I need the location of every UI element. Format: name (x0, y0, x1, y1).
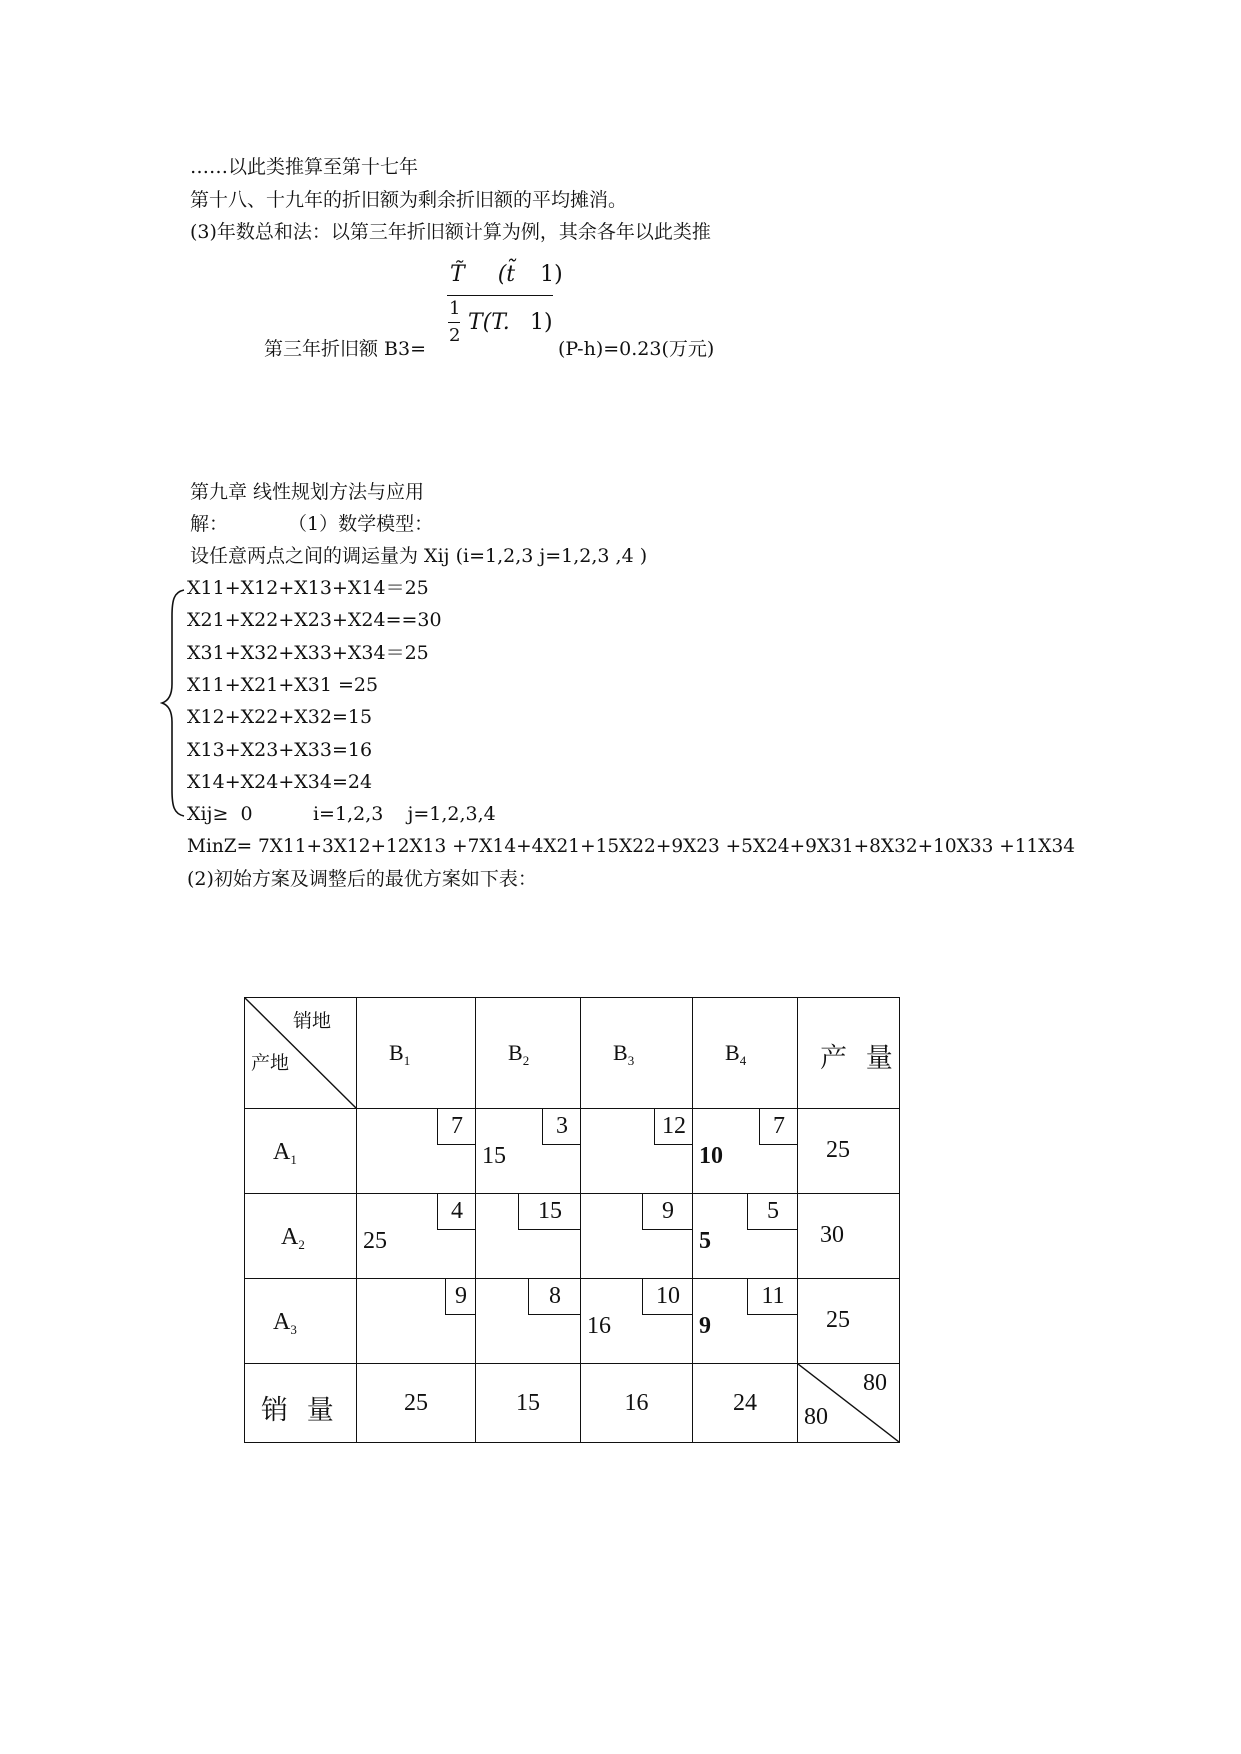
allocation-value: 16 (587, 1313, 611, 1339)
production-value: 25 (826, 1307, 850, 1333)
sales-value: 25 (404, 1390, 428, 1416)
text-line-2: 第十八、十九年的折旧额为剩余折旧额的平均摊消。 (190, 189, 628, 211)
sales-value: 15 (516, 1390, 540, 1416)
assumption-line: 设任意两点之间的调运量为 Xij (i=1,2,3 j=1,2,3 ,4 ) (190, 545, 648, 567)
constraint-line: X14+X24+X34=24 (187, 771, 373, 793)
sales-label: 销 量 (261, 1395, 340, 1425)
production-header (798, 998, 900, 1109)
sales-label-cell (245, 1364, 357, 1443)
formula-den-rest: T(T. (468, 310, 510, 335)
text-line-3: (3)年数总和法：以第三年折旧额计算为例，其余各年以此类推 (190, 221, 711, 243)
cost-box: 7 (759, 1108, 798, 1145)
dest-letter: B (389, 1040, 404, 1065)
dest-header-b1 (357, 998, 476, 1109)
production-value: 25 (826, 1137, 850, 1163)
cell-a1-b1 (357, 1109, 476, 1194)
cost-box: 11 (747, 1278, 798, 1315)
constraint-line: Xij≥ 0 i=1,2,3 j=1,2,3,4 (187, 803, 496, 825)
cost-box: 9 (642, 1193, 693, 1230)
dest-sub: 3 (627, 1053, 635, 1068)
cell-a3-b3 (581, 1279, 693, 1364)
cost-box: 5 (747, 1193, 798, 1230)
allocation-value: 25 (363, 1228, 387, 1254)
origin-a2 (245, 1194, 357, 1279)
origin-sub: 3 (290, 1322, 297, 1337)
constraint-line: X12+X22+X32=15 (187, 706, 373, 728)
dest-header-b4 (693, 998, 798, 1109)
chapter-title: 第九章 线性规划方法与应用 (190, 481, 425, 503)
production-a3 (798, 1279, 900, 1364)
origin-a1 (245, 1109, 357, 1194)
constraint-line: X21+X22+X23+X24==30 (187, 609, 442, 631)
constraint-line: X11+X12+X13+X14＝25 (187, 577, 429, 599)
text-line-1: ……以此类推算至第十七年 (190, 156, 419, 178)
cost-box: 10 (642, 1278, 693, 1315)
dest-header-b3 (581, 998, 693, 1109)
cell-a1-b2 (476, 1109, 581, 1194)
cost-box: 9 (445, 1278, 476, 1315)
dest-letter: B (725, 1040, 740, 1065)
solve-label: 解： (190, 513, 229, 535)
formula-den-one: 1) (530, 310, 553, 335)
formula-half-top: 1 (449, 298, 461, 319)
cell-a3-b2 (476, 1279, 581, 1364)
formula-tail: (P-h)=0.23(万元) (558, 338, 715, 360)
model-label: （1）数学模型： (288, 513, 434, 535)
brace-icon (160, 588, 190, 818)
origin-letter: A (281, 1224, 299, 1250)
cost-box: 8 (528, 1278, 581, 1315)
grand-total-bottom: 80 (804, 1404, 828, 1430)
sales-b3 (581, 1364, 693, 1443)
production-value: 30 (820, 1222, 844, 1248)
production-header-label: 产 量 (820, 1043, 899, 1073)
allocation-value: 9 (699, 1313, 711, 1339)
formula-half-bottom: 2 (449, 325, 461, 346)
constraint-line: X11+X21+X31 =25 (187, 674, 379, 696)
corner-cell (245, 998, 357, 1109)
table-row (245, 1109, 900, 1194)
sales-row (245, 1364, 900, 1443)
formula-num-paren: (t̃ (497, 262, 516, 287)
formula-num-one: 1) (540, 262, 563, 287)
formula-num-T: T̃ (450, 262, 465, 287)
production-a2 (798, 1194, 900, 1279)
sales-value: 24 (733, 1390, 757, 1416)
cell-a2-b3 (581, 1194, 693, 1279)
cell-a3-b4 (693, 1279, 798, 1364)
formula-numerator (450, 262, 563, 287)
cell-a1-b4 (693, 1109, 798, 1194)
cost-box: 12 (654, 1108, 693, 1145)
grand-total-top: 80 (863, 1370, 887, 1396)
origin-sub: 1 (290, 1152, 297, 1167)
formula-label: 第三年折旧额 B3= (264, 338, 427, 360)
dest-header-b2 (476, 998, 581, 1109)
origin-letter: A (273, 1309, 291, 1335)
dest-letter: B (508, 1040, 523, 1065)
cell-a2-b2 (476, 1194, 581, 1279)
cost-box: 15 (518, 1193, 581, 1230)
cost-box: 4 (437, 1193, 476, 1230)
sales-b4 (693, 1364, 798, 1443)
formula-half-bar (448, 322, 460, 323)
sales-b2 (476, 1364, 581, 1443)
allocation-value: 10 (699, 1143, 723, 1169)
corner-dest-label: 销地 (293, 1011, 332, 1032)
dest-letter: B (613, 1040, 628, 1065)
cell-a2-b1 (357, 1194, 476, 1279)
origin-sub: 2 (298, 1237, 305, 1252)
cell-a3-b1 (357, 1279, 476, 1364)
cell-a1-b3 (581, 1109, 693, 1194)
production-a1 (798, 1109, 900, 1194)
constraint-line: X13+X23+X33=16 (187, 739, 373, 761)
sales-value: 16 (624, 1390, 649, 1416)
table-row (245, 1279, 900, 1364)
allocation-value: 15 (482, 1143, 506, 1169)
dest-sub: 1 (403, 1053, 411, 1068)
sales-b1 (357, 1364, 476, 1443)
cost-box: 7 (437, 1108, 476, 1145)
dest-sub: 2 (522, 1053, 530, 1068)
plan-caption: (2)初始方案及调整后的最优方案如下表： (187, 868, 537, 890)
origin-a3 (245, 1279, 357, 1364)
transport-table (244, 997, 900, 1443)
table-header-row (245, 998, 900, 1109)
origin-letter: A (273, 1139, 291, 1165)
constraint-line: X31+X32+X33+X34＝25 (187, 642, 429, 664)
dest-sub: 4 (739, 1053, 747, 1068)
cost-box: 3 (542, 1108, 581, 1145)
table-row (245, 1194, 900, 1279)
corner-origin-label: 产地 (251, 1053, 290, 1074)
formula-fraction-bar (447, 295, 553, 296)
objective-function: MinZ= 7X11+3X12+12X13 +7X14+4X21+15X22+9X23 +5X24+9X31+8X32+10X33 +11X34 (187, 836, 1076, 857)
cell-a2-b4 (693, 1194, 798, 1279)
grand-total-cell (798, 1364, 900, 1443)
allocation-value: 5 (699, 1228, 711, 1254)
